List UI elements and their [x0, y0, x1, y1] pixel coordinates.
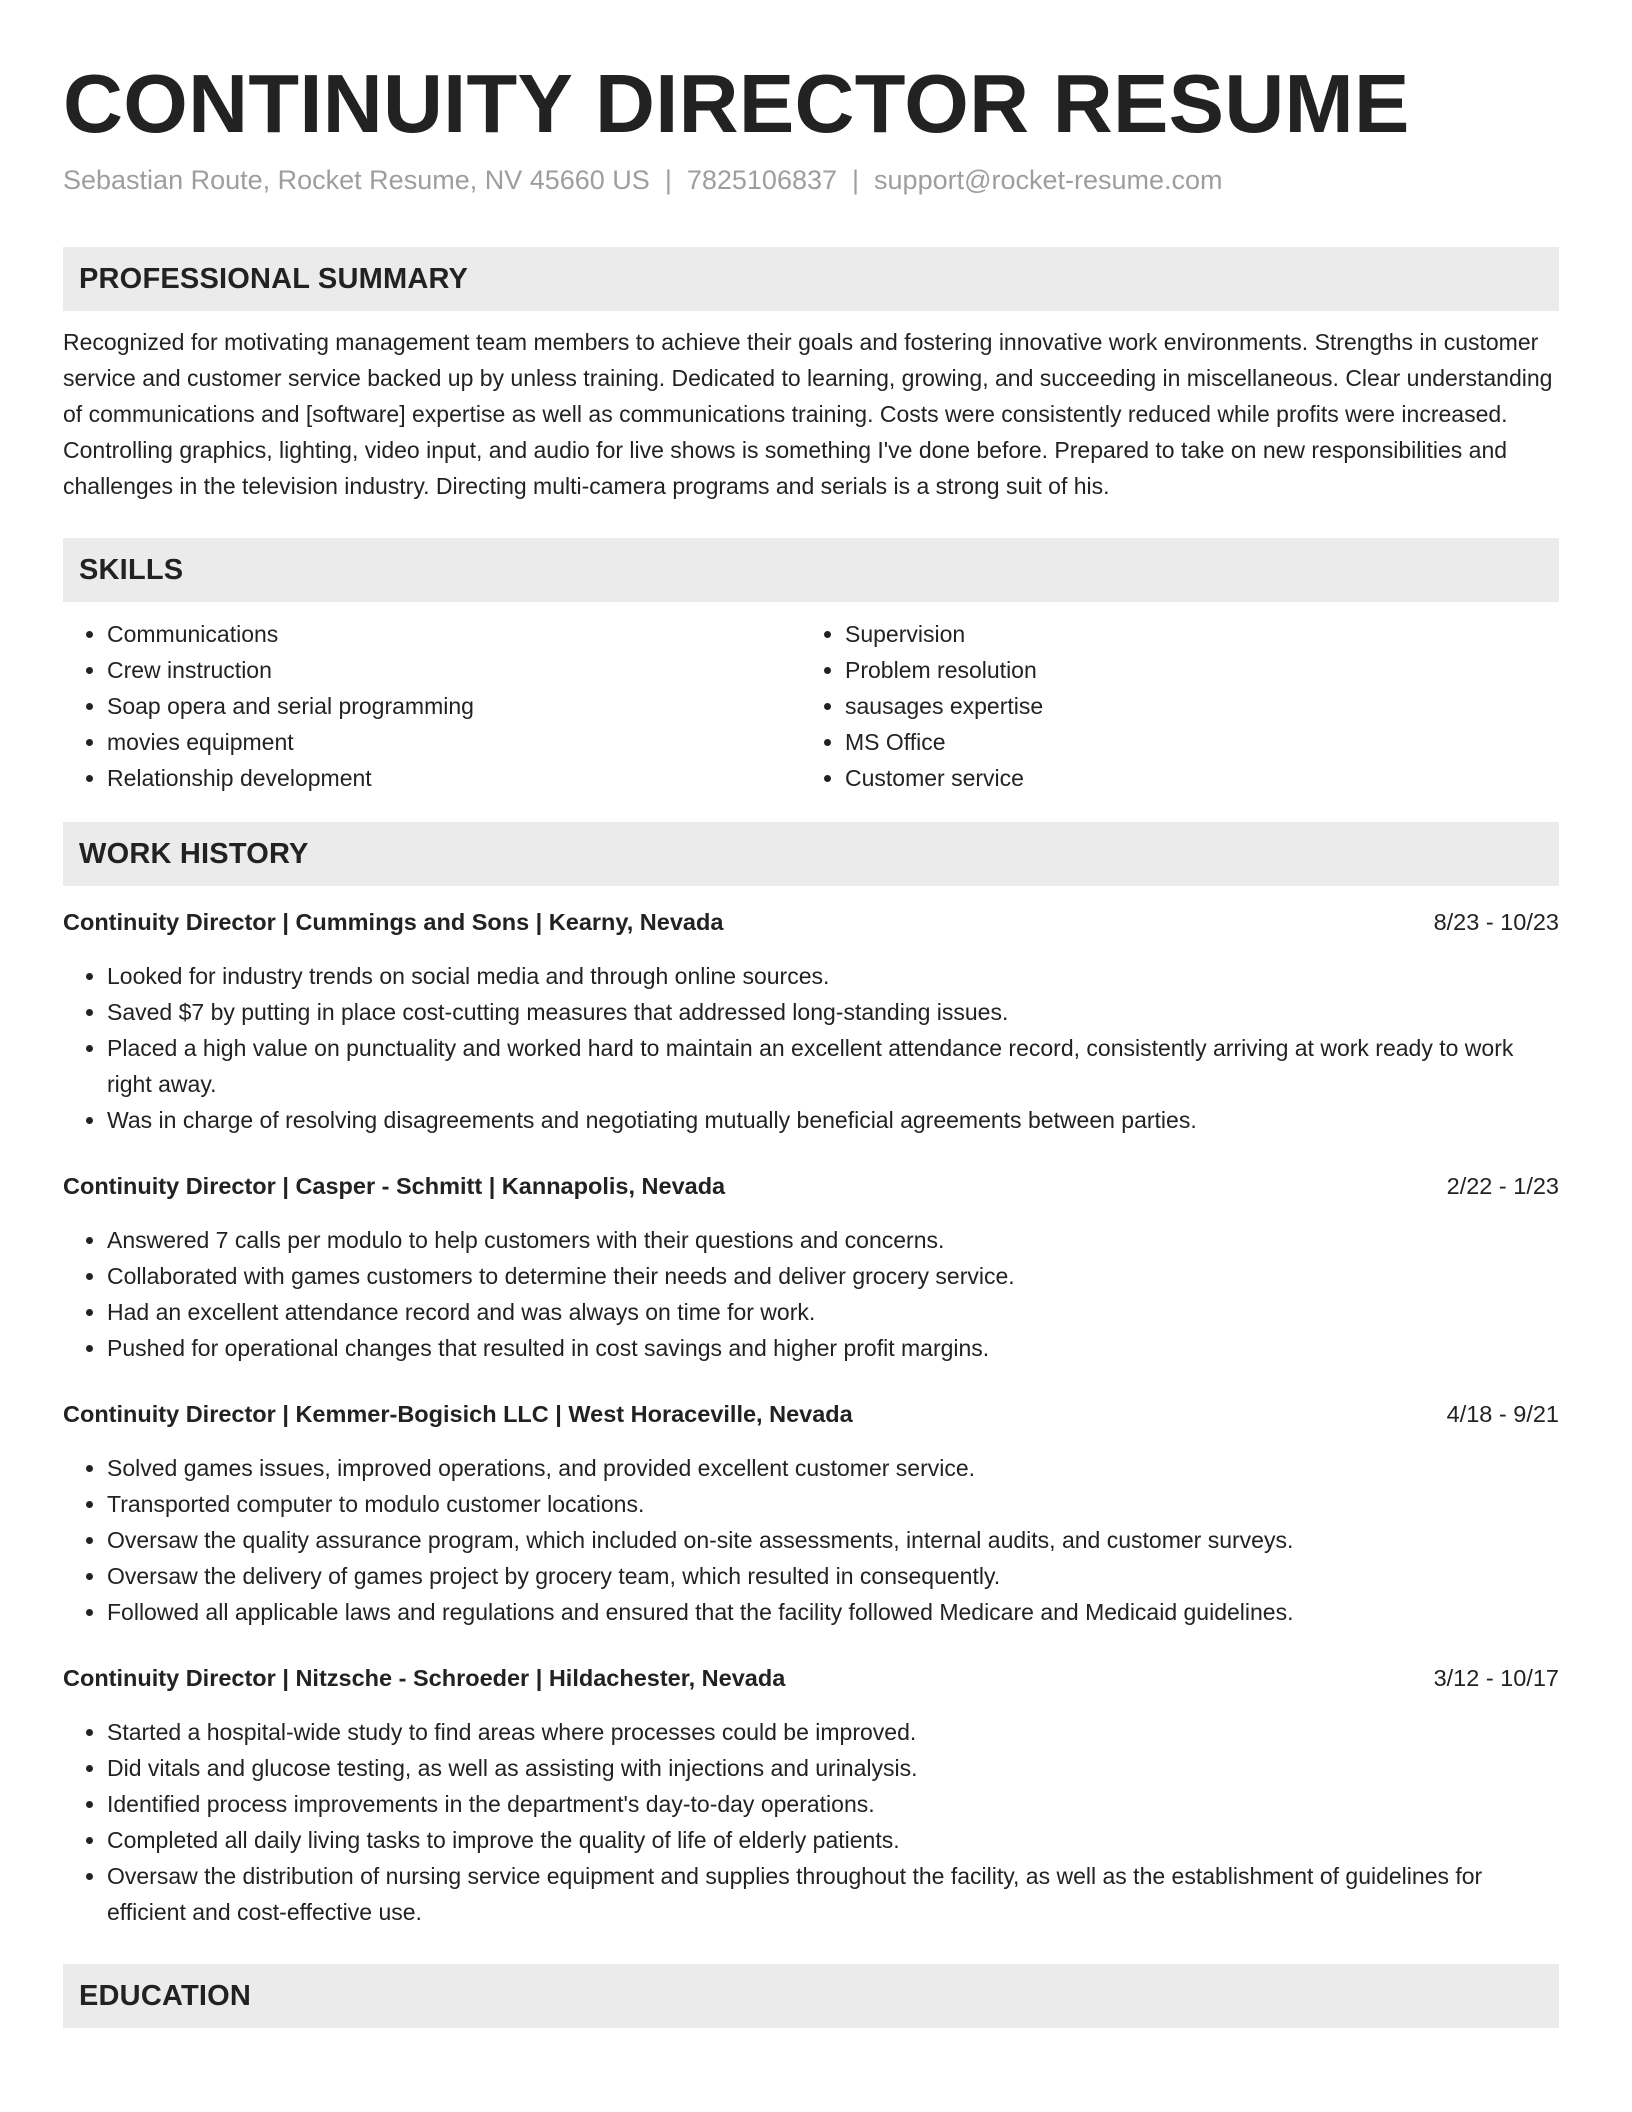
job-entry: [63, 1168, 1559, 1366]
skill-item: • Relationship development: [107, 760, 801, 796]
job-dates: 3/12 - 10/17: [1433, 1665, 1559, 1691]
job-bullet: • Answered 7 calls per modulo to help customers with their questions and concerns.: [107, 1222, 1559, 1258]
job-bullet: • Did vitals and glucose testing, as well as assisting with injections and urinalysis.: [107, 1750, 1559, 1786]
skills-heading: SKILLS: [63, 538, 1559, 602]
job-bullet: • Oversaw the quality assurance program, which included on-site assessments, internal audits, and customer surveys.: [107, 1522, 1559, 1558]
job-bullet: • Oversaw the delivery of games project by grocery team, which resulted in consequently.: [107, 1558, 1559, 1594]
job-dates: 4/18 - 9/21: [1446, 1401, 1559, 1427]
job-bullet: • Pushed for operational changes that resulted in cost savings and higher profit margins.: [107, 1330, 1559, 1366]
skill-item: • Soap opera and serial programming: [107, 688, 801, 724]
job-title: Continuity Director | Casper - Schmitt | Kannapolis, Nevada: [63, 1173, 726, 1199]
resume-page: [63, 0, 1559, 2028]
job-bullets: [63, 958, 1559, 1138]
job-header: [63, 1168, 1559, 1204]
skills-column-left: [63, 616, 801, 796]
skills-list: [63, 616, 1559, 796]
skill-item: • sausages expertise: [845, 688, 1539, 724]
job-bullets: [63, 1714, 1559, 1930]
contact-separator: |: [664, 165, 672, 195]
job-bullet: • Was in charge of resolving disagreements and negotiating mutually beneficial agreements between parties.: [107, 1102, 1559, 1138]
job-bullet: • Completed all daily living tasks to improve the quality of life of elderly patients.: [107, 1822, 1559, 1858]
skill-item: • movies equipment: [107, 724, 801, 760]
job-bullet: • Placed a high value on punctuality and worked hard to maintain an excellent attendance record, consistently arriving at work ready to work right away.: [107, 1030, 1559, 1102]
job-bullet: • Saved $7 by putting in place cost-cutting measures that addressed long-standing issues.: [107, 994, 1559, 1030]
skill-item: • Supervision: [845, 616, 1539, 652]
job-bullet: • Had an excellent attendance record and was always on time for work.: [107, 1294, 1559, 1330]
contact-separator: |: [852, 165, 860, 195]
job-title: Continuity Director | Nitzsche - Schroeder | Hildachester, Nevada: [63, 1665, 786, 1691]
skills-column-right: [801, 616, 1539, 796]
skill-item: • Problem resolution: [845, 652, 1539, 688]
job-bullet: • Looked for industry trends on social media and through online sources.: [107, 958, 1559, 994]
contact-email: support@rocket-resume.com: [874, 165, 1223, 195]
job-bullet: • Transported computer to modulo customer locations.: [107, 1486, 1559, 1522]
job-header: [63, 1660, 1559, 1696]
job-dates: 8/23 - 10/23: [1433, 909, 1559, 935]
education-heading: EDUCATION: [63, 1964, 1559, 2028]
summary-text: Recognized for motivating management team members to achieve their goals and fostering innovative work environments. Strengths in customer service and customer service backed up by unless training. Dedicated to learning, growing, and succeeding in miscellaneous. Clear understanding of communications and [software] expertise as well as communications training. Costs were consistently reduced while profits were increased. Controlling graphics, lighting, video input, and audio for live shows is something I've done before. Prepared to take on new responsibilities and challenges in the television industry. Directing multi-camera programs and serials is a strong suit of his.: [63, 329, 1553, 499]
job-header: [63, 1396, 1559, 1432]
contact-address: Sebastian Route, Rocket Resume, NV 45660 US: [63, 165, 650, 195]
job-entry: [63, 1396, 1559, 1630]
job-bullet: • Collaborated with games customers to determine their needs and deliver grocery service.: [107, 1258, 1559, 1294]
skill-item: • MS Office: [845, 724, 1539, 760]
job-dates: 2/22 - 1/23: [1446, 1173, 1559, 1199]
job-header: [63, 904, 1559, 940]
work-history-heading: WORK HISTORY: [63, 822, 1559, 886]
resume-title: CONTINUITY DIRECTOR RESUME: [63, 57, 1410, 150]
contact-phone: 7825106837: [686, 165, 838, 195]
job-bullet: • Oversaw the distribution of nursing service equipment and supplies throughout the facility, as well as the establishment of guidelines for efficient and cost-effective use.: [107, 1858, 1559, 1930]
job-bullet: • Solved games issues, improved operations, and provided excellent customer service.: [107, 1450, 1559, 1486]
job-bullets: [63, 1222, 1559, 1366]
skill-item: • Crew instruction: [107, 652, 801, 688]
skill-item: • Communications: [107, 616, 801, 652]
job-title: Continuity Director | Cummings and Sons | Kearny, Nevada: [63, 909, 724, 935]
job-entry: [63, 1660, 1559, 1930]
skill-item: • Customer service: [845, 760, 1539, 796]
job-title: Continuity Director | Kemmer-Bogisich LLC | West Horaceville, Nevada: [63, 1401, 853, 1427]
contact-line: [63, 163, 1559, 197]
job-bullets: [63, 1450, 1559, 1630]
job-entry: [63, 904, 1559, 1138]
job-bullet: • Identified process improvements in the department's day-to-day operations.: [107, 1786, 1559, 1822]
summary-heading: PROFESSIONAL SUMMARY: [63, 247, 1559, 311]
job-bullet: • Started a hospital-wide study to find areas where processes could be improved.: [107, 1714, 1559, 1750]
job-bullet: • Followed all applicable laws and regulations and ensured that the facility followed Medicare and Medicaid guidelines.: [107, 1594, 1559, 1630]
